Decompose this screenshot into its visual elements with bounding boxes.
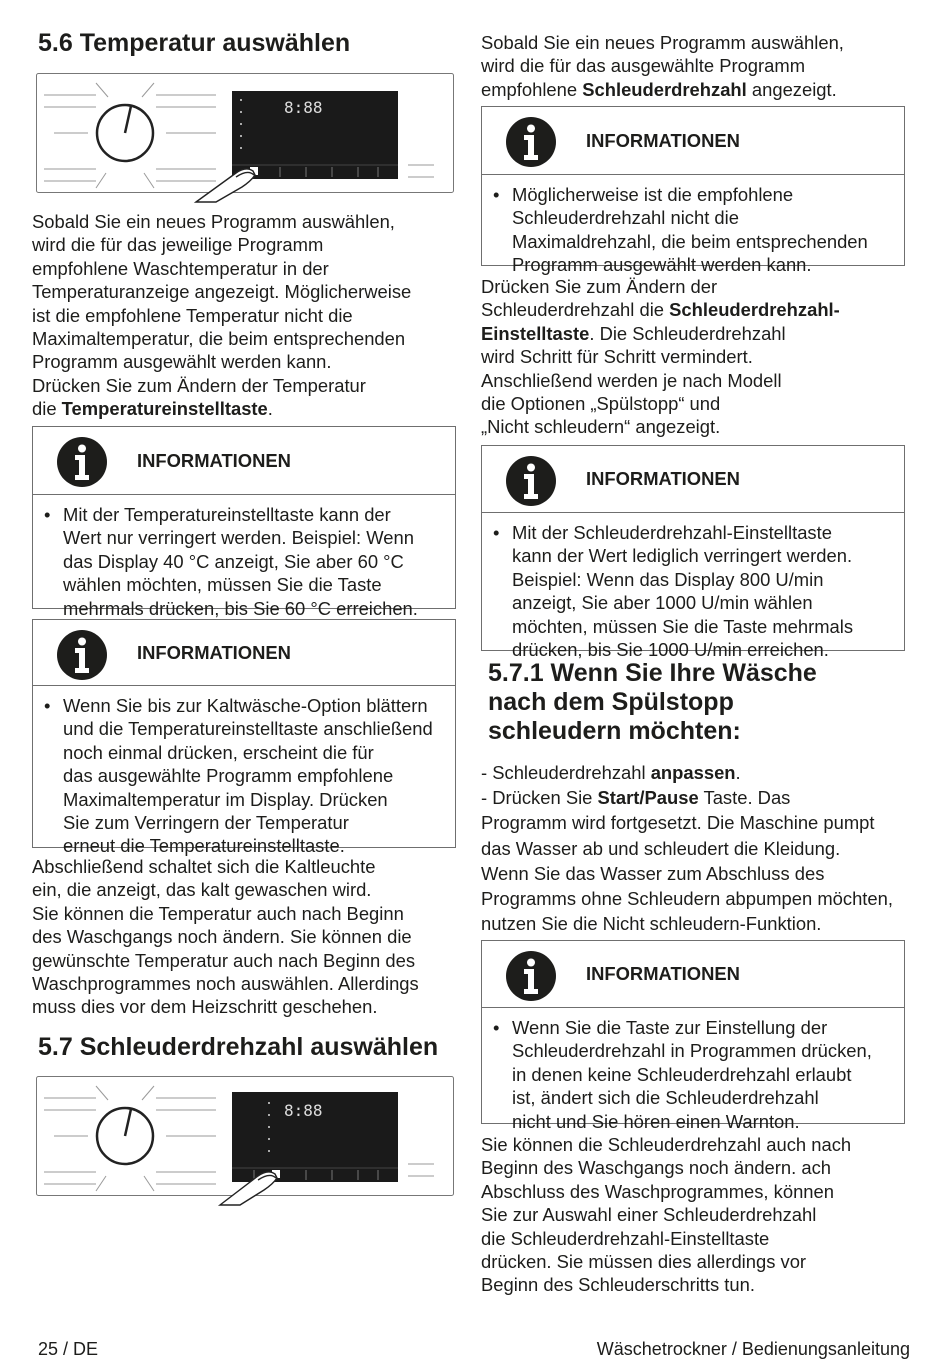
info-icon	[506, 951, 556, 1001]
spin-speed-closing-paragraph	[481, 1133, 851, 1297]
text-line: Wert nur verringert werden. Beispiel: Wenn	[63, 527, 414, 549]
text-line: Waschprogrammes noch auswählen. Allerdings	[32, 973, 419, 995]
info-box-header	[33, 427, 455, 495]
spin-speed-term: Schleuderdrehzahl	[582, 78, 747, 100]
text-line: Sie zum Verringern der Temperatur	[63, 812, 349, 834]
text-line: Temperaturanzeige angezeigt. Möglicherweise	[32, 281, 412, 303]
text-line: Programm ausgewählt werden kann.	[512, 254, 812, 276]
display-readout: 8:88	[284, 1101, 323, 1120]
info-box-list	[33, 686, 455, 858]
text-line: ist die empfohlene Temperatur nicht die	[32, 304, 353, 326]
text-line: Programm ausgewählt werden kann.	[32, 351, 332, 373]
text-line: Abschließend schaltet sich die Kaltleuchte	[32, 856, 376, 877]
text-fragment: .	[267, 398, 273, 420]
text-line: die Schleuderdrehzahl-Einstelltaste	[481, 1227, 770, 1249]
info-box-list	[482, 513, 904, 661]
info-box-list	[33, 495, 455, 620]
heading-line: 5.7.1 Wenn Sie Ihre Wäsche	[488, 659, 817, 687]
text-line: Mit der Schleuderdrehzahl-Einstelltaste	[512, 522, 832, 543]
text-line: noch einmal drücken, erscheint die für	[63, 741, 374, 763]
spin-speed-change-paragraph	[481, 275, 840, 439]
text-line: drücken, bis Sie 1000 U/min erreichen.	[512, 639, 829, 661]
text-line: Beginn des Schleuderschritts tun.	[481, 1274, 755, 1296]
temperature-closing-paragraph	[32, 855, 419, 1019]
text-line: gewünschte Temperatur auch nach Beginn des	[32, 949, 416, 971]
spin-speed-button-name: Schleuderdrehzahl-	[669, 299, 840, 321]
section-heading-temperature: 5.6 Temperatur auswählen	[38, 29, 351, 57]
text-line: Wenn Sie die Taste zur Einstellung der	[512, 1017, 828, 1038]
text-fragment: . Die Schleuderdrehzahl	[589, 322, 786, 344]
text-line: Beginn des Waschgangs noch ändern. ach	[481, 1157, 831, 1179]
text-line: wird Schritt für Schritt vermindert.	[481, 346, 753, 368]
text-line: mehrmals drücken, bis Sie 60 °C erreichen.	[63, 597, 418, 619]
section-heading-spin-after-rinse-hold	[488, 659, 817, 746]
text-line: Sobald Sie ein neues Programm auswählen,	[32, 211, 395, 232]
text-line: das Display 40 °C anzeigt, Sie aber 60 °C	[63, 550, 404, 572]
text-line: erneut die Temperatureinstelltaste.	[63, 835, 345, 857]
start-pause-button-name: Start/Pause	[597, 787, 699, 809]
text-line: muss dies vor dem Heizschritt geschehen.	[32, 996, 378, 1018]
text-line: Anschließend werden je nach Modell	[481, 369, 782, 391]
text-line: und die Temperatureinstelltaste anschließend	[63, 718, 433, 740]
temperature-intro-paragraph	[32, 210, 411, 421]
section-heading-spin-speed: 5.7 Schleuderdrehzahl auswählen	[38, 1033, 439, 1061]
info-box	[481, 445, 905, 661]
text-line: Beispiel: Wenn das Display 800 U/min	[512, 568, 824, 590]
text-line: Sie zur Auswahl einer Schleuderdrehzahl	[481, 1204, 817, 1226]
text-line: möchten, müssen Sie die Taste mehrmals	[512, 615, 854, 637]
text-line: Maximaltemperatur, die beim entsprechenden	[32, 328, 406, 350]
info-box-list	[482, 175, 904, 277]
text-line: Sie können die Temperatur auch nach Beginn	[32, 902, 404, 924]
control-panel-illustration	[36, 73, 454, 203]
text-line: ist, ändert sich die Schleuderdrehzahl	[512, 1087, 819, 1109]
info-box-item	[512, 1016, 900, 1133]
text-fragment: .	[735, 762, 741, 783]
text-fragment: Schleuderdrehzahl die	[481, 299, 670, 321]
display-readout: 8:88	[284, 98, 323, 117]
text-line: Wenn Sie das Wasser zum Abschluss des	[481, 862, 825, 884]
info-icon	[57, 437, 107, 487]
text-fragment: empfohlene	[481, 78, 583, 100]
text-line: Drücken Sie zum Ändern der Temperatur	[32, 374, 366, 396]
temperature-button-name: Temperatureinstelltaste	[61, 398, 268, 420]
info-box-item	[63, 694, 451, 858]
text-line: Schleuderdrehzahl in Programmen drücken,	[512, 1040, 872, 1062]
info-box	[481, 106, 905, 276]
text-line: in denen keine Schleuderdrehzahl erlaubt	[512, 1063, 852, 1085]
text-line: ein, die anzeigt, das kalt gewaschen wird.	[32, 879, 372, 901]
info-box	[32, 426, 456, 619]
info-box-header	[482, 107, 904, 175]
text-line: das ausgewählte Programm empfohlene	[63, 765, 394, 787]
info-box-item	[63, 503, 451, 620]
info-box	[481, 940, 905, 1132]
text-line: Maximaldrehzahl, die beim entsprechenden	[512, 230, 868, 252]
info-box-item	[512, 183, 900, 277]
info-box-list	[482, 1008, 904, 1133]
info-icon	[57, 630, 107, 680]
text-line: Möglicherweise ist die empfohlene	[512, 184, 794, 205]
text-line: Maximaltemperatur im Display. Drücken	[63, 788, 388, 810]
text-line: Abschluss des Waschprogrammes, können	[481, 1180, 834, 1202]
text-fragment: - Drücken Sie	[481, 787, 598, 809]
text-line: wählen möchten, müssen Sie die Taste	[63, 574, 382, 596]
info-box-title: INFORMATIONEN	[586, 963, 740, 984]
text-line: anzeigt, Sie aber 1000 U/min wählen	[512, 592, 813, 614]
spin-speed-intro-paragraph	[481, 31, 844, 101]
control-panel-illustration	[36, 1076, 454, 1206]
page-number: 25 / DE	[38, 1339, 99, 1359]
text-line: Programm wird fortgesetzt. Die Maschine pumpt	[481, 812, 875, 834]
text-fragment: angezeigt.	[746, 78, 837, 100]
info-icon	[506, 117, 556, 167]
text-line: Sie können die Schleuderdrehzahl auch nach	[481, 1134, 852, 1155]
text-line: Programms ohne Schleudern abpumpen möchten,	[481, 888, 893, 910]
text-line: Mit der Temperatureinstelltaste kann der	[63, 504, 391, 525]
info-box	[32, 619, 456, 857]
info-box-item	[512, 521, 900, 661]
spin-speed-button-name: Einstelltaste	[481, 322, 590, 344]
text-fragment: - Schleuderdrehzahl	[481, 762, 651, 783]
document-title: Wäschetrockner / Bedienungsanleitung	[596, 1339, 910, 1359]
info-icon	[506, 456, 556, 506]
text-line: wird die für das jeweilige Programm	[32, 234, 324, 256]
text-line: des Waschgangs noch ändern. Sie können die	[32, 926, 412, 948]
text-line: das Wasser ab und schleudert die Kleidung.	[481, 837, 841, 859]
text-line: Sobald Sie ein neues Programm auswählen,	[481, 32, 844, 53]
text-line: drücken. Sie müssen dies allerdings vor	[481, 1251, 807, 1273]
text-line: nutzen Sie die Nicht schleudern-Funktion.	[481, 913, 822, 935]
heading-line: schleudern möchten:	[488, 717, 741, 745]
info-box-header	[482, 941, 904, 1008]
spin-after-rinse-hold-steps	[481, 760, 893, 936]
text-line: „Nicht schleudern“ angezeigt.	[481, 416, 721, 438]
text-line: kann der Wert lediglich verringert werden.	[512, 545, 853, 567]
text-line: empfohlene Waschtemperatur in der	[32, 257, 329, 279]
info-box-title: INFORMATIONEN	[137, 642, 291, 663]
text-line: nicht und Sie hören einen Warnton.	[512, 1110, 800, 1132]
heading-line: nach dem Spülstopp	[488, 688, 734, 716]
text-line: Schleuderdrehzahl nicht die	[512, 207, 739, 229]
text-line: die Optionen „Spülstopp“ und	[481, 393, 721, 415]
info-box-title: INFORMATIONEN	[137, 450, 291, 471]
info-box-header	[482, 446, 904, 513]
text-line: Wenn Sie bis zur Kaltwäsche-Option blättern	[63, 695, 428, 716]
info-box-title: INFORMATIONEN	[586, 130, 740, 151]
text-fragment: die	[32, 398, 62, 420]
info-box-header	[33, 620, 455, 686]
text-fragment: Taste. Das	[698, 787, 791, 809]
info-box-title: INFORMATIONEN	[586, 468, 740, 489]
text-line: wird die für das ausgewählte Programm	[481, 55, 806, 77]
text-line: Drücken Sie zum Ändern der	[481, 276, 718, 297]
adjust-term: anpassen	[650, 762, 736, 783]
